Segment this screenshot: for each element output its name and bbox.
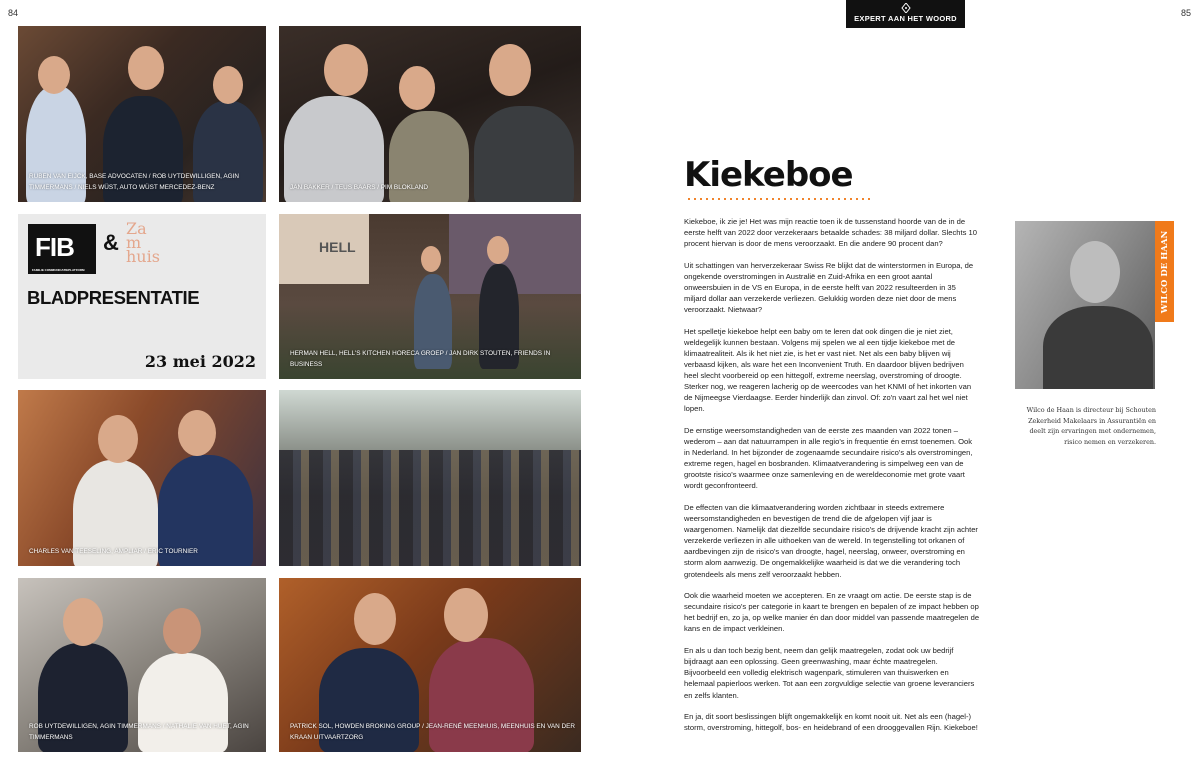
event-photo-7 — [279, 578, 581, 752]
article-paragraph: Kiekeboe, ik zie je! Het was mijn reactie toen ik de tussenstand hoorde van de in de eerste helft van 2022 door verzekeraars betaalde schades: 38 miljard dollar. Slechts 10 procent hiervan is door de mens veroorzaakt. En die andere 90 procent dan? — [684, 217, 977, 249]
headline-divider — [686, 198, 872, 200]
ampersand: & — [103, 230, 119, 255]
article-paragraph: Uit schattingen van herverzekeraar Swiss Re blijkt dat de winterstormen in Europa, de ongekende overstromingen in Australië en Zuid-Afrika en een groot aantal onweersbuien in de VS en Europa, in de eerste helft van 2022 resulteerden in 35 miljard dollar aan verzekerde verliezen. Gelukkig worden deze niet door de mens veroorzaakt. Nietwaar? — [684, 260, 974, 315]
event-photo-5 — [279, 390, 581, 566]
author-bio: Wilco de Haan is directeur bij Schouten Zekerheid Makelaars in Assurantiën en deelt zijn ervaringen met ondernemen, risico nemen en verzekeren. — [1026, 406, 1156, 446]
article-paragraph: En ja, dit soort beslissingen blijft ongemakkelijk en komt nooit uit. Net als een (hagel-) storm, overstroming, hittegolf, bos- en heidebrand of een drooggevallen Rijn. Kiekeboe! — [684, 712, 978, 733]
article-headline: Kiekeboe — [684, 155, 853, 195]
article-paragraph: De effecten van die klimaatverandering worden zichtbaar in steeds extremere weersomstandigheden en bevestigen de trend die de afgelopen vijf jaar is waargenomen. Namelijk dat diezelfde secundaire risico's de drijvende kracht zijn achter verzekerde verliezen in alle uithoeken van de wereld. In tegenstelling tot orkanen of aardbevingen zijn de risico's van droogte, hagel, neerslag, onweer, overstroming en storm alom aanwezig. De ongemakkelijke waarheid is dat we die verandering toch grotendeels als mens zelf veroorzaakt hebben. — [684, 503, 978, 579]
screen-backdrop: HELL — [279, 214, 369, 284]
article-paragraph: Het spelletje kiekeboe helpt een baby om te leren dat ook dingen die je niet ziet, weldegelijk kunnen bestaan. Volgens mij spelen we al een tijdje kiekeboe met de klimaatrealiteit. Als ik het niet zie, is het er vast niet. Net als een baby blijven wij verbaasd kijken, als ware het een Inconvenient Truth. En daardoor blijven bedrijven heel slecht voorbereid op een hittegolf, extreme neerslag, overstroming of droogte. Sterker nog, we reageren lacherig op de weercodes van het KNMI of het inkorten van de Nijmeegse Vierdaagse. Eerder hinderlijk dan zinvol. Of: zo'n vaart zal het wel niet lopen. — [684, 326, 972, 414]
author-name-tab: WILCO DE HAAN — [1155, 221, 1174, 322]
event-photo-1 — [18, 26, 266, 202]
page-number-left: 84 — [8, 8, 19, 18]
photo-caption: CHARLES VAN TEESELING, AMPLIAR / ERIC TOURNIER — [29, 548, 198, 555]
article-paragraph: De ernstige weersomstandigheden van de eerste zes maanden van 2022 tonen – wederom – aan dat natuurrampen in alle regio's in frequentie én ernst toenemen. Ook in Nederland. In het bijzonder de zogenaamde secundaire risico's als overstromingen, extreme regen, hagel en bosbranden. Klimaatverandering is simpelweg een van de grootste risico's waarmee onze samenleving en de wereldeconomie met grote vaart wordt geconfronteerd. — [684, 426, 973, 491]
photo-caption: JAN BAKKER / TEUS BAARS / PIM BLOKLAND — [290, 184, 429, 191]
photo-caption: HERMAN HELL, HELL'S KITCHEN HORECA GROEP / JAN DIRK STOUTEN, FRIENDS IN BUSINESS — [290, 350, 551, 368]
pen-nib-icon — [900, 3, 912, 13]
photo-caption: ROB UYTDEWILLIGEN, AGIN TIMMERMANS / NATHALIE VAN HUET, AGIN TIMMERMANS — [29, 723, 249, 741]
article-paragraph: Ook die waarheid moeten we accepteren. En ze vraagt om actie. De eerste stap is de secundaire risico's per categorie in kaart te brengen en bepalen of ze impact hebben op het bedrijf en, zo ja, op welke manier én dan door middel van passende maatregelen de kans en de impact verkleinen. — [684, 591, 980, 634]
page-number-right: 85 — [1181, 8, 1192, 18]
section-badge — [846, 0, 965, 28]
event-date: 23 mei 2022 — [144, 352, 256, 371]
event-photo-2 — [279, 26, 581, 202]
event-photo-4 — [18, 390, 266, 566]
article-body — [684, 216, 980, 744]
event-title: BLADPRESENTATIE — [27, 287, 200, 308]
photo-caption: RUBEN VAN EIJCK, BASE ADVOCATEN / ROB UYTDEWILLIGEN, AGIN TIMMERMANS / NIELS WÜST, AUTO WÜST MERCEDEZ-BENZ — [29, 173, 239, 191]
event-photo-6 — [18, 578, 266, 752]
photo-caption: PATRICK SOL, HOWDEN BROKING GROUP / JEAN-RENÉ MEENHUIS, MEENHUIS EN VAN DER KRAAN UITVAARTZORG — [290, 723, 576, 741]
event-photo-3 — [279, 214, 581, 379]
fib-logo: FIB FAMILIE COMMUNICATIEPLATFORM — [28, 224, 96, 274]
event-announcement-card — [18, 214, 266, 379]
article-paragraph: En als u dan toch bezig bent, neem dan gelijk maatregelen, zodat ook uw bedrijf bijdraagt aan een oplossing. Geen greenwashing, maar échte maatregelen. Bijvoorbeeld een volledig elektrisch wagenpark, stimuleren van thuiswerken en helemaal papierloos werken. Tot aan een zorgvuldige selectie van groene leveranciers en zelfs klanten. — [684, 646, 975, 700]
partner-logo: Za m huis — [126, 219, 160, 266]
author-portrait — [1015, 221, 1155, 389]
section-badge-label: EXPERT AAN HET WOORD — [854, 14, 957, 23]
